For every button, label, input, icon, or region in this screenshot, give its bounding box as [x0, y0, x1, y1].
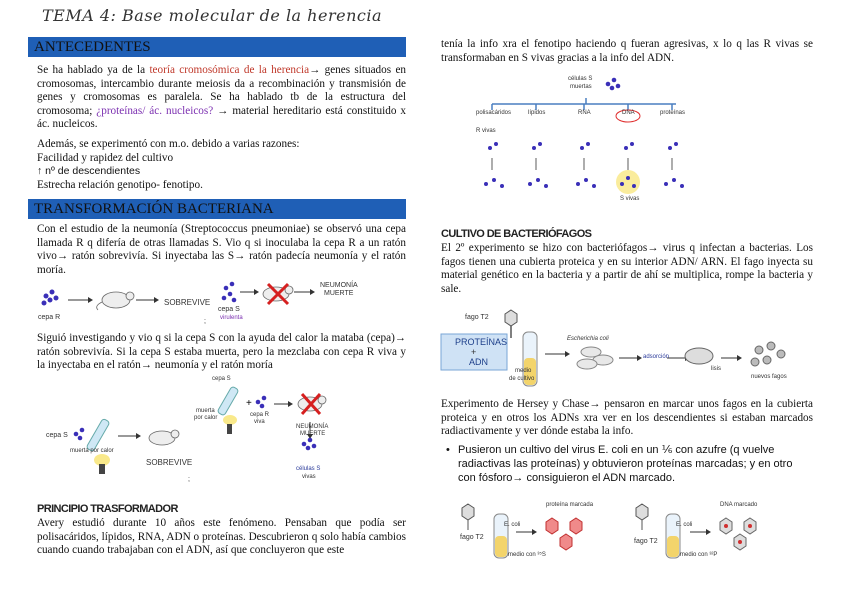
transformacion-paragraph-2: Siguió investigando y vio q si la cepa S con la ayuda del calor la mataba (cepa)→ ratón sobrevivía. Si la cepa S estaba muerta, pero la mezclaba con cepa R viva y la inyectaba en el ratón→ neumonía y el ratón moría — [37, 332, 406, 372]
griffith-diagram-2 — [36, 372, 406, 492]
ecoli-icon — [577, 347, 613, 369]
bacteria-s-icon — [222, 282, 237, 303]
antecedentes-paragraph: Se ha hablado ya de la teoría cromosómica de la herencia→ genes situados en cromosomas, intercambio durante meiosis da a recombinación y transmisión de genes y cromosomas es paralela. Se ha hablado tb de la estructura del cromosoma; ¿proteínas/ ác. nucleicos? → material hereditario está constituido x ác. nucleicos. — [37, 64, 407, 131]
antecedentes-reasons: Además, se experimentó con m.o. debido a varias razones: Facilidad y rapidez del cultivo ↑ nº de descendientes Estrecha relación genotipo- fenotipo. — [37, 138, 300, 191]
label-fago-t2-1: fago T2 — [460, 534, 484, 541]
label-cepa-r-b: cepa R — [250, 412, 270, 418]
label-celulas-s-muertas: células S — [568, 76, 593, 82]
label-sobrevive: SOBREVIVE — [164, 298, 211, 307]
page-title: TEMA 4: Base molecular de la herencia — [42, 6, 382, 25]
new-phages-icon — [751, 342, 785, 366]
col-label-2: RNA — [578, 110, 591, 116]
col-label-4: proteínas — [660, 110, 686, 116]
label-ecoli: Escherichia coli — [567, 336, 609, 342]
label-r-vivas: R vivas — [476, 128, 496, 134]
label-muerte: MUERTE — [324, 290, 354, 297]
bacteria-s-icon-2 — [302, 438, 317, 451]
col-label-1: lípidos — [528, 110, 546, 116]
label-medio-s35: medio con ³⁵S — [508, 552, 546, 558]
label-sobrevive-2: SOBREVIVE — [146, 458, 193, 467]
section-heading-transformacion: TRANSFORMACIÓN BACTERIANA — [28, 199, 406, 219]
transformacion-paragraph-1: Con el estudio de la neumonía (Streptococcus pneumoniae) se observó una cepa llamada R q difería de otras llamadas S. Vio q si inoculaba la cepa R a un ratón vivo→ ratón sobrevivía. Si inyectaba las S→ ratón padecía neumonía y el ratón moría. — [37, 223, 406, 276]
mouse-icon-3 — [149, 430, 179, 445]
label-lisis: lisis — [711, 366, 721, 372]
label-cepa-s-a: cepa S — [46, 432, 68, 439]
col-label-3: DNA — [622, 110, 635, 116]
label-ecoli-2: E. coli — [676, 522, 693, 528]
hersey-bullet: • Pusieron un cultivo del virus E. coli en un ⅙ con azufre (q vuelve radiactivas las proteínas) y obtuvieron proteínas marcadas; y en otro con fósforo→ consiguieron el ADN marcado. — [446, 444, 793, 484]
avery-diagram — [476, 72, 696, 212]
principio-paragraph: Avery estudió durante 10 años este fenómeno. Pensaban que podía ser polisacáridos, lípidos, RNA, ADN o proteínas. Descubrieron q solo había cambios cuando cuando trabajaban con el ADN, así que concluyeron que este — [37, 517, 406, 557]
label-de-cultivo: de cultivo — [509, 376, 535, 382]
label-cepa-s-b: cepa S — [212, 376, 231, 382]
figure-fagos — [441, 306, 821, 396]
flame-icon — [94, 454, 110, 474]
svg-text:+: + — [246, 398, 252, 409]
label-proteinas: PROTEÍNAS — [455, 337, 508, 347]
label-cepa-r: cepa R — [38, 314, 61, 321]
label-virulenta: virulenta — [220, 315, 243, 321]
label-muerta: muerta — [196, 408, 215, 414]
section-heading-antecedentes: ANTECEDENTES — [28, 37, 406, 57]
figure-griffith-1 — [36, 278, 406, 330]
label-neumonia: NEUMONÍA — [320, 282, 358, 289]
figure-avery — [476, 72, 696, 212]
label-fago-t2-2: fago T2 — [634, 538, 658, 545]
flame-icon-2 — [223, 415, 237, 434]
label-medio: medio — [515, 368, 532, 374]
label-nuevos-fagos: nuevos fagos — [751, 374, 787, 380]
label-neumonia-2: NEUMONÍA — [296, 424, 329, 430]
label-semicolon-2: ; — [188, 476, 190, 483]
mouse-icon — [97, 292, 134, 310]
hersey-paragraph: Experimento de Hersey y Chase→ pensaron en marcar unos fagos en la cubierta proteica y en otros los ADNs xra ver en los descendientes si estaban marcados radiactivamente y ver dónde estaba la info. — [441, 398, 813, 438]
col-label-0: polisacáridos — [476, 110, 512, 116]
label-s-vivas: S vivas — [620, 196, 640, 202]
label-plus: + — [471, 347, 477, 357]
label-vivas: vivas — [302, 474, 316, 480]
test-tube-icon-2 — [217, 386, 239, 416]
bacteria-r-icon — [42, 290, 59, 306]
label-ecoli-1: E. coli — [504, 522, 521, 528]
label-cepa-s: cepa S — [218, 306, 240, 313]
label-viva: viva — [254, 419, 265, 425]
label-medio-p32: medio con ³²P — [680, 552, 718, 558]
label-dna-marcado: DNA marcado — [720, 502, 758, 508]
label-fago-t2: fago T2 — [465, 314, 489, 321]
label-muerta-calor: muerta por calor — [70, 448, 114, 454]
label-adsorcion: adsorción — [643, 354, 670, 360]
label-semicolon: ; — [204, 318, 206, 325]
figure-hersey-chase — [458, 496, 818, 562]
bacterium-infected-icon — [685, 348, 713, 364]
label-proteina-marcada: proteína marcada — [546, 502, 594, 508]
section-heading-cultivo: CULTIVO DE BACTERIÓFAGOS — [441, 228, 592, 240]
label-muertas: muertas — [570, 84, 592, 90]
label-muerte-2: MUERTE — [300, 431, 326, 437]
label-celulas-s: células S — [296, 466, 321, 472]
section-heading-principio: PRINCIPIO TRASFORMADOR — [37, 503, 178, 515]
phage-icon-2 — [636, 504, 648, 530]
fagos-diagram — [441, 306, 821, 396]
test-tube-icon — [86, 418, 110, 451]
label-por-calor: por calor — [194, 415, 218, 421]
bullet-dot-icon: • — [446, 444, 450, 456]
cultivo-paragraph: El 2º experimento se hizo con bacteriófagos→ virus q infectan a bacterias. Los fagos tienen una cubierta proteica y en su interior ADN/ ARN. El fago inyecta su material genético en la bacteria y a partir de ahí se multiplica, rompe la bacteria y sale. — [441, 242, 813, 295]
phage-icon-1 — [462, 504, 474, 530]
label-adn: ADN — [469, 357, 489, 367]
continuation-paragraph: tenía la info xra el fenotipo haciendo q fueran agresivas, x lo q las R vivas se transformaban en S vivas gracias a la info del ADN. — [441, 38, 813, 64]
figure-griffith-2 — [36, 372, 406, 492]
